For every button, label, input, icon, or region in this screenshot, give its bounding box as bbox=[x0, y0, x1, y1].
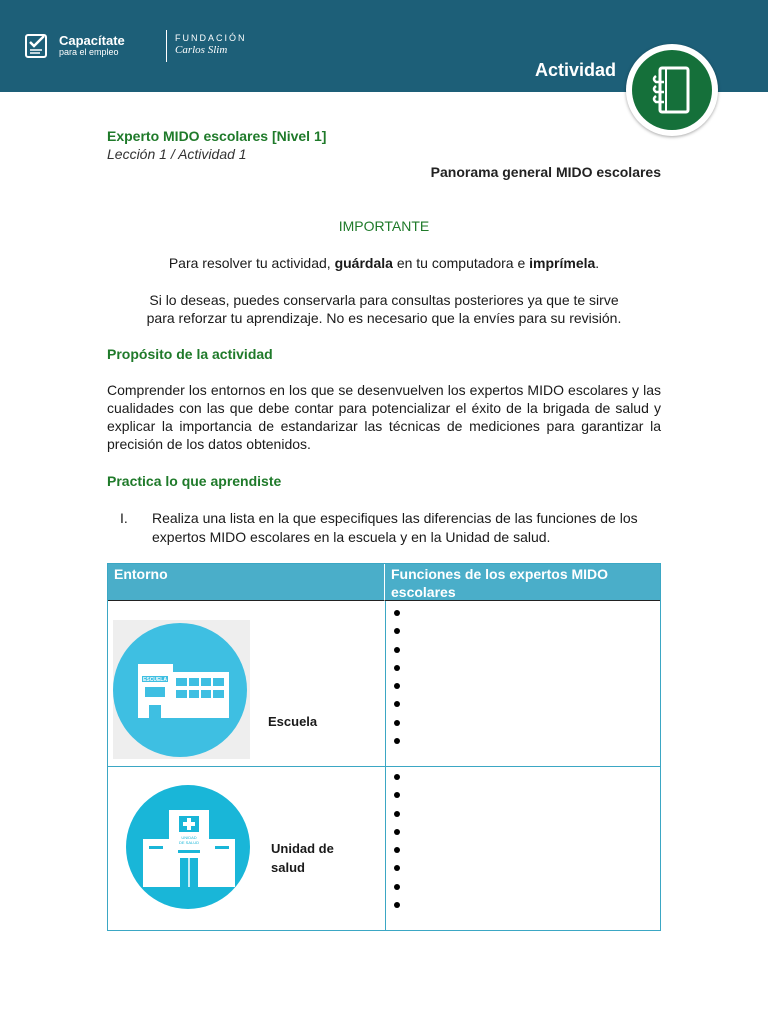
foundation-signature: Carlos Slim bbox=[175, 44, 228, 56]
health-unit-building-icon bbox=[125, 784, 253, 912]
school-building-icon bbox=[113, 620, 250, 759]
important-heading: IMPORTANTE bbox=[338, 218, 430, 234]
table-row-divider bbox=[108, 766, 660, 767]
list-item-text: Realiza una lista en la que especifiques las diferencias de las funciones de los expertos MIDO escolares en la escuela y en la Unidad de salud. bbox=[152, 510, 638, 545]
brand-subtitle: para el empleo bbox=[59, 47, 119, 57]
table-header-entorno: Entorno bbox=[108, 564, 385, 601]
badge-circle bbox=[632, 50, 712, 130]
practice-heading: Practica lo que aprendiste bbox=[107, 473, 282, 489]
foundation-name: FUNDACIÓN bbox=[175, 33, 247, 43]
activity-badge bbox=[626, 44, 718, 136]
table-header-funciones: Funciones de los expertos MIDO escolares bbox=[385, 564, 660, 601]
health-sign-text-1: UNIDAD bbox=[181, 835, 197, 840]
row-label-salud: salud bbox=[271, 860, 305, 875]
purpose-paragraph: Comprender los entornos en los que se desenvuelven los expertos MIDO escolares y las cualidades con las que debe contar para potencializar el éxito de la brigada de salud y explicar la importancia de estandarizar las técnicas de mediciones para garantizar la precisión de los datos obtenidos. bbox=[107, 382, 661, 452]
brand-title: Capacítate bbox=[59, 33, 125, 48]
note-line-2: para reforzar tu aprendizaje. No es necesario que la envíes para su revisión. bbox=[146, 310, 622, 326]
instruction-text-2: en tu computadora e bbox=[392, 255, 530, 271]
purpose-heading: Propósito de la actividad bbox=[107, 346, 273, 362]
functions-table bbox=[107, 563, 661, 931]
school-sign-text: ESCUELA bbox=[143, 677, 167, 683]
section-label: Actividad bbox=[534, 60, 616, 80]
instruction-text-1: Para resolver tu actividad, bbox=[168, 255, 335, 271]
row-label-escuela: Escuela bbox=[268, 714, 318, 729]
notebook-icon bbox=[652, 64, 692, 116]
topic-title: Panorama general MIDO escolares bbox=[430, 164, 661, 180]
note-line-1: Si lo deseas, puedes conservarla para consultas posteriores ya que te sirve bbox=[149, 292, 619, 308]
health-sign-text-2: DE SALUD bbox=[178, 840, 200, 845]
capacitate-logo-icon bbox=[24, 32, 54, 60]
lesson-subtitle: Lección 1 / Actividad 1 bbox=[107, 146, 247, 162]
instruction-bold-print: imprímela bbox=[529, 255, 596, 271]
instruction-line bbox=[100, 254, 668, 272]
list-item-number: I. bbox=[120, 510, 128, 526]
instruction-bold-save: guárdala bbox=[334, 255, 393, 271]
row-label-unidad: Unidad de bbox=[271, 841, 334, 856]
course-title: Experto MIDO escolares [Nivel 1] bbox=[107, 128, 327, 144]
brand-divider bbox=[166, 30, 167, 62]
instruction-text-3: . bbox=[595, 255, 600, 271]
